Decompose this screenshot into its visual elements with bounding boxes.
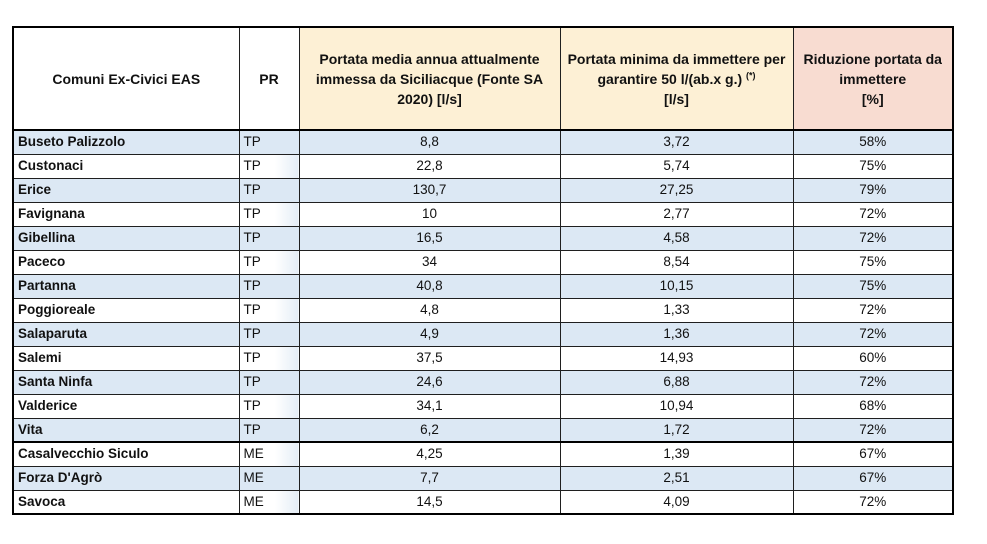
cell-pr: ME [239,466,299,490]
cell-comune: Salemi [13,346,239,370]
cell-riduzione: 75% [793,154,953,178]
cell-portata-media: 7,7 [299,466,560,490]
cell-portata-minima: 4,09 [560,490,793,514]
cell-portata-media: 6,2 [299,418,560,442]
cell-comune: Partanna [13,274,239,298]
cell-pr: TP [239,178,299,202]
cell-comune: Valderice [13,394,239,418]
header-portata-minima-unit: [l/s] [664,90,689,107]
cell-portata-media: 8,8 [299,130,560,154]
cell-pr: TP [239,202,299,226]
table-row [13,202,953,226]
cell-comune: Gibellina [13,226,239,250]
cell-pr: TP [239,130,299,154]
table-row [13,394,953,418]
header-riduzione [793,27,953,130]
cell-riduzione: 79% [793,178,953,202]
header-portata-minima-note: (*) [746,69,756,80]
cell-pr: TP [239,154,299,178]
cell-portata-minima: 10,94 [560,394,793,418]
cell-pr: TP [239,322,299,346]
cell-riduzione: 60% [793,346,953,370]
cell-riduzione: 72% [793,490,953,514]
cell-riduzione: 72% [793,418,953,442]
cell-portata-media: 34 [299,250,560,274]
cell-pr: TP [239,418,299,442]
table-body [13,130,953,514]
table-row [13,154,953,178]
cell-riduzione: 75% [793,250,953,274]
header-portata-minima [560,27,793,130]
table-row [13,442,953,466]
cell-riduzione: 75% [793,274,953,298]
cell-portata-minima: 10,15 [560,274,793,298]
cell-portata-minima: 27,25 [560,178,793,202]
cell-comune: Salaparuta [13,322,239,346]
cell-comune: Vita [13,418,239,442]
cell-pr: TP [239,370,299,394]
header-row [13,27,953,130]
table-row [13,418,953,442]
table-row [13,370,953,394]
cell-portata-minima: 5,74 [560,154,793,178]
header-riduzione-unit: [%] [861,90,884,107]
cell-portata-minima: 6,88 [560,370,793,394]
cell-portata-minima: 1,39 [560,442,793,466]
cell-comune: Forza D'Agrò [13,466,239,490]
cell-portata-minima: 3,72 [560,130,793,154]
table-row [13,346,953,370]
table-row [13,490,953,514]
cell-riduzione: 67% [793,466,953,490]
cell-riduzione: 72% [793,202,953,226]
cell-portata-media: 130,7 [299,178,560,202]
table-row [13,130,953,154]
cell-portata-minima: 4,58 [560,226,793,250]
header-portata-media: Portata media annua attualmente immessa da Siciliacque (Fonte SA 2020) [l/s] [299,27,560,130]
cell-portata-media: 37,5 [299,346,560,370]
cell-portata-media: 4,25 [299,442,560,466]
cell-riduzione: 67% [793,442,953,466]
cell-pr: TP [239,274,299,298]
cell-comune: Poggioreale [13,298,239,322]
cell-pr: TP [239,298,299,322]
cell-comune: Custonaci [13,154,239,178]
cell-portata-media: 40,8 [299,274,560,298]
cell-pr: ME [239,442,299,466]
cell-pr: TP [239,346,299,370]
cell-portata-media: 24,6 [299,370,560,394]
cell-comune: Savoca [13,490,239,514]
cell-pr: ME [239,490,299,514]
cell-portata-media: 10 [299,202,560,226]
cell-riduzione: 72% [793,298,953,322]
cell-portata-media: 14,5 [299,490,560,514]
cell-comune: Santa Ninfa [13,370,239,394]
cell-comune: Casalvecchio Siculo [13,442,239,466]
cell-comune: Buseto Palizzolo [13,130,239,154]
cell-portata-minima: 14,93 [560,346,793,370]
cell-pr: TP [239,394,299,418]
cell-riduzione: 58% [793,130,953,154]
cell-riduzione: 72% [793,226,953,250]
cell-pr: TP [239,226,299,250]
table-row [13,226,953,250]
cell-riduzione: 72% [793,370,953,394]
cell-portata-minima: 2,51 [560,466,793,490]
cell-portata-media: 4,9 [299,322,560,346]
table-row [13,274,953,298]
header-pr: PR [239,27,299,130]
table-row [13,250,953,274]
cell-portata-media: 16,5 [299,226,560,250]
cell-portata-minima: 2,77 [560,202,793,226]
header-comuni: Comuni Ex-Civici EAS [13,27,239,130]
header-portata-minima-text: Portata minima da immettere per garantire 50 l/(ab.x g.) [567,50,786,87]
cell-comune: Erice [13,178,239,202]
cell-portata-media: 4,8 [299,298,560,322]
table-row [13,178,953,202]
cell-pr: TP [239,250,299,274]
cell-portata-media: 22,8 [299,154,560,178]
cell-portata-media: 34,1 [299,394,560,418]
cell-portata-minima: 1,36 [560,322,793,346]
cell-comune: Favignana [13,202,239,226]
cell-portata-minima: 8,54 [560,250,793,274]
table-row [13,298,953,322]
cell-comune: Paceco [13,250,239,274]
cell-portata-minima: 1,33 [560,298,793,322]
cell-portata-minima: 1,72 [560,418,793,442]
table-row [13,466,953,490]
water-flow-table [12,26,954,515]
table-row [13,322,953,346]
cell-riduzione: 68% [793,394,953,418]
cell-riduzione: 72% [793,322,953,346]
header-riduzione-text: Riduzione portata da immettere [803,50,942,87]
